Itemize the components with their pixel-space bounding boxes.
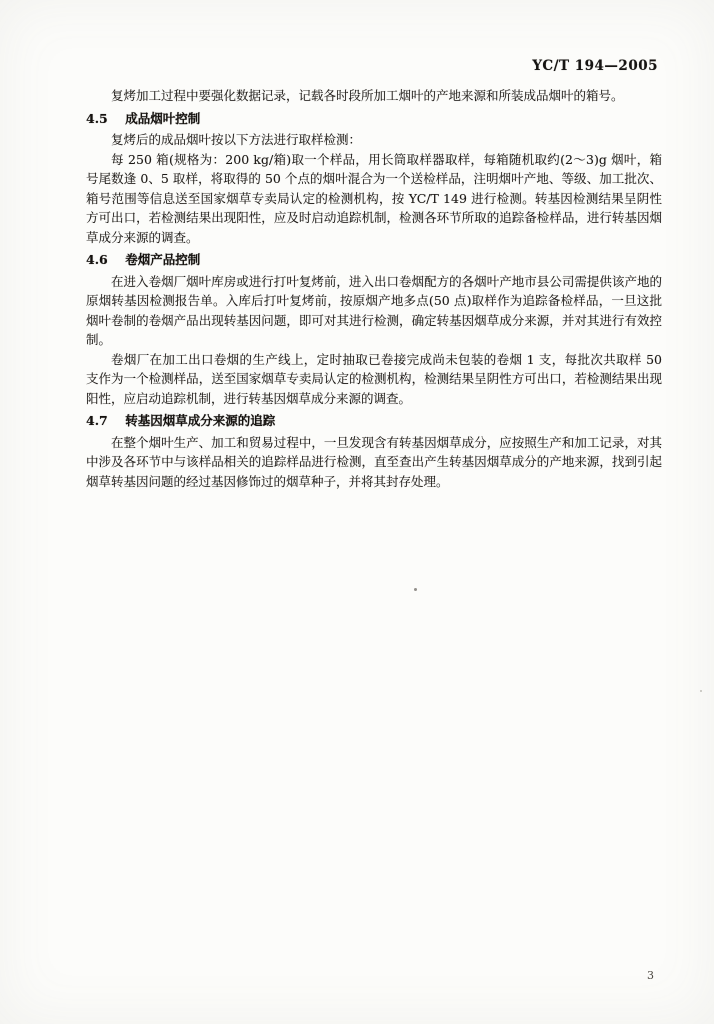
page-footer <box>647 969 654 982</box>
document-body <box>86 86 662 491</box>
paragraph: 在整个烟叶生产、加工和贸易过程中，一旦发现含有转基因烟草成分，应按照生产和加工记录，对其中涉及各环节中与该样品相关的追踪样品进行检测，直至查出产生转基因烟草成分的产地来源，找到引起烟草转基因问题的经过基因修饰过的烟草种子，并将其封存处理。 <box>86 434 662 489</box>
section-title: 转基因烟草成分来源的追踪 <box>125 413 276 428</box>
section-number: 4.6 <box>86 252 108 267</box>
section-title: 卷烟产品控制 <box>125 252 201 267</box>
paragraph: 每 250 箱(规格为：200 kg/箱)取一个样品，用长筒取样器取样，每箱随机取约(2～3)g 烟叶，箱号尾数逢 0、5 取样，将取得的 50 个点的烟叶混合为一个送检样品，注明烟叶产地、等级、加工批次、箱号范围等信息送至国家烟草专卖局认定的检测机构，按 YC/T 149 进行检测。转基因检测结果呈阴性方可出口，若检测结果出现阳性，应及时启动追踪机制，检测各环节所取的追踪备检样品，进行转基因烟草成分来源的调查。 <box>86 151 662 245</box>
section-heading-4-6 <box>86 250 662 270</box>
paragraph: 复烤后的成品烟叶按以下方法进行取样检测： <box>111 132 362 147</box>
paragraph: 在进入卷烟厂烟叶库房或进行打叶复烤前，进入出口卷烟配方的各烟叶产地市县公司需提供该产地的原烟转基因检测报告单。入库后打叶复烤前，按原烟产地多点(50 点)取样作为追踪备检样品，一旦这批烟叶卷制的卷烟产品出现转基因问题，即可对其进行检测，确定转基因烟草成分来源，并对其进行有效控制。 <box>86 273 662 347</box>
section-title: 成品烟叶控制 <box>125 110 201 126</box>
page-number: 3 <box>647 969 654 982</box>
scan-speck <box>414 588 417 591</box>
section-number: 4.5 <box>86 110 108 126</box>
section-heading-4-5 <box>86 109 662 129</box>
section-heading-4-7 <box>86 411 662 431</box>
standard-code: YC/T 194—2005 <box>532 58 658 74</box>
scan-speck <box>700 690 702 692</box>
document-header <box>532 58 658 74</box>
section-number: 4.7 <box>86 413 108 428</box>
paragraph-intro: 复烤加工过程中要强化数据记录，记载各时段所加工烟叶的产地来源和所装成品烟叶的箱号。 <box>111 88 624 103</box>
paragraph: 卷烟厂在加工出口卷烟的生产线上，定时抽取已卷接完成尚未包装的卷烟 1 支，每批次共取样 50 支作为一个检测样品，送至国家烟草专卖局认定的检测机构，检测结果呈阴性方可出口，若检测结果出现阳性，应启动追踪机制，进行转基因烟草成分来源的调查。 <box>86 351 662 406</box>
